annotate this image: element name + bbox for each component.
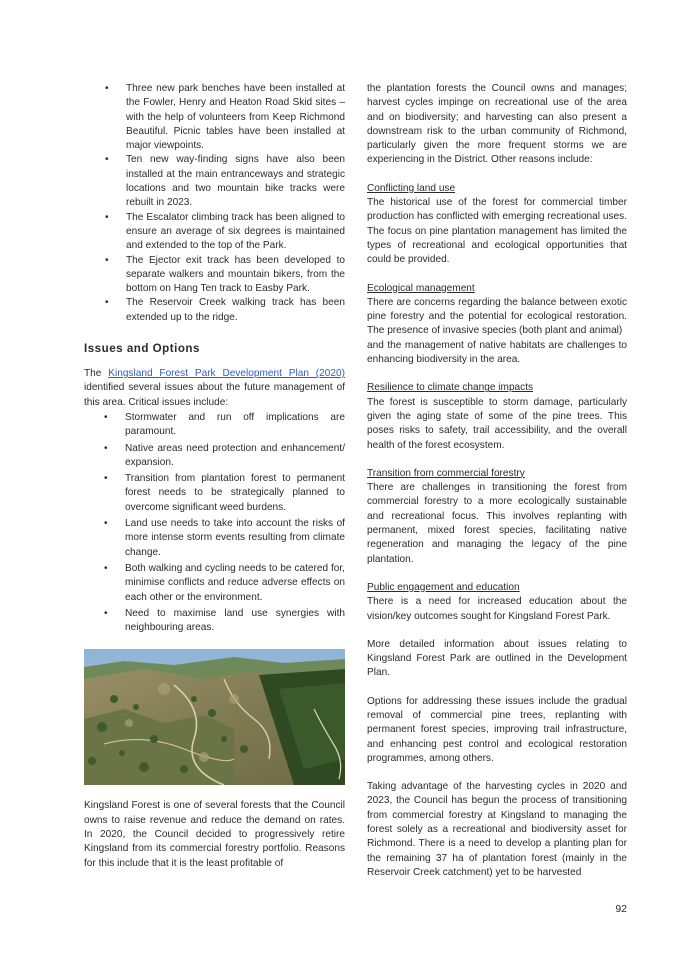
list-item: • Stormwater and run off implications are paramount. <box>84 411 345 440</box>
list-item: • Both walking and cycling needs to be catered for, minimise conflicts and reduce adverse effects on each other or the environment. <box>84 562 345 605</box>
intro-paragraph <box>84 367 345 410</box>
subheading-ecological-management: Ecological management <box>367 282 475 294</box>
section-heading: Issues and Options <box>84 342 200 356</box>
climate-resilience-text: The forest is susceptible to storm damage, particularly given the aging state of some of the pine trees. This poses risks to safety, trail accessibility, and the overall health of the forest ecosystem. <box>367 396 627 451</box>
closing-paragraph: Kingsland Forest is one of several forests that the Council owns to raise revenue and reduce the demand on rates. In 2020, the Council decided to progressively retire Kingsland from its commercial forestry portfolio. Reasons for this include that it is the least profitable of <box>84 800 345 869</box>
subheading-climate-resilience: Resilience to climate change impacts <box>367 382 534 394</box>
continuation-paragraph: the plantation forests the Council owns and manages; harvest cycles impinge on recreational use of the area and on biodiversity; and harvesting can also present a downstream risk to the urban community of Richmond, particularly given the more frequent storms we are experiencing in the District. Other reasons include: <box>367 83 627 166</box>
list-item: • Native areas need protection and enhancement/ expansion. <box>84 442 345 471</box>
development-plan-link[interactable]: Kingsland Forest Park Development Plan (2020) <box>108 368 345 380</box>
issues-list <box>84 411 345 635</box>
list-item: • Land use needs to take into account the risks of more intense storm events resulting from climate change. <box>84 517 345 560</box>
forestry-transition-text: There are challenges in transitioning the forest from commercial forestry to a more ecologically sustainable and recreational focus. This involves replanting with permanent, mixed forest species, facilitating native regeneration and managing the legacy of the pine plantation. <box>367 482 627 565</box>
ecological-management-text-cont: and the management of native habitats are challenges to enhancing biodiversity in the area. <box>367 339 627 366</box>
page-number: 92 <box>615 903 627 915</box>
right-column <box>367 82 627 880</box>
subheading-public-engagement: Public engagement and education <box>367 581 520 593</box>
left-column <box>84 82 345 871</box>
paragraph-more-information: More detailed information about issues relating to Kingsland Forest Park are outlined in the Development Plan. <box>367 638 627 679</box>
forest-aerial-photo <box>84 649 345 785</box>
list-item: • Need to maximise land use synergies with neighbouring areas. <box>84 607 345 636</box>
list-item: • Ten new way-finding signs have also been installed at the main entranceways and strategic locations and two mountain bike tracks were rebuilt in 2023. <box>84 153 345 210</box>
list-item: • The Escalator climbing track has been aligned to ensure an average of six degrees is maintained and extended to the top of the Park. <box>84 211 345 254</box>
subheading-conflicting-land-use: Conflicting land use <box>367 182 456 194</box>
paragraph-harvesting: Taking advantage of the harvesting cycles in 2020 and 2023, the Council has begun the process of transitioning from commercial forestry at Kingsland to managing the forest solely as a recreational and biodiversity asset for Richmond. There is a need to develop a planting plan for the remaining 37 ha of plantation forest (mainly in the Reservoir Creek catchment) yet to be harvested <box>367 781 627 878</box>
intro-text-end: identified several issues about the future management of this area. Critical issues include: <box>84 382 345 408</box>
conflicting-land-use-text: The historical use of the forest for commercial timber production has conflicted with emerging recreational uses. The focus on pine plantation management has limited the types of recreational and ecological opportunities that could be provided. <box>367 197 627 266</box>
intro-text: The <box>84 368 109 380</box>
subheading-forestry-transition: Transition from commercial forestry <box>367 467 525 479</box>
list-item: • The Ejector exit track has been developed to separate walkers and mountain bikers, from the bottom on Hang Ten track to Easby Park. <box>84 254 345 297</box>
public-engagement-text: There is a need for increased education about the vision/key outcomes sought for Kingsland Forest Park. <box>367 596 627 622</box>
list-item: • The Reservoir Creek walking track has been extended up to the ridge. <box>84 296 345 325</box>
ecological-management-text: There are concerns regarding the balance between exotic pine forestry and the potential for ecological restoration. The presence of invasive species (both plant and animal) <box>367 296 627 337</box>
improvements-list <box>84 82 345 325</box>
list-item: • Three new park benches have been installed at the Fowler, Henry and Heaton Road Skid sites – with the help of volunteers from Keep Richmond Beautiful. Picnic tables have been installed at major viewpoints. <box>84 82 345 153</box>
list-item: • Transition from plantation forest to permanent forest needs to be strategically planned to overcome significant weed burdens. <box>84 472 345 515</box>
paragraph-options: Options for addressing these issues include the gradual removal of commercial pine trees, replanting with permanent forest species, improving trail infrastructure, and enhancing pest control and ecological restoration programmes, among others. <box>367 695 627 764</box>
